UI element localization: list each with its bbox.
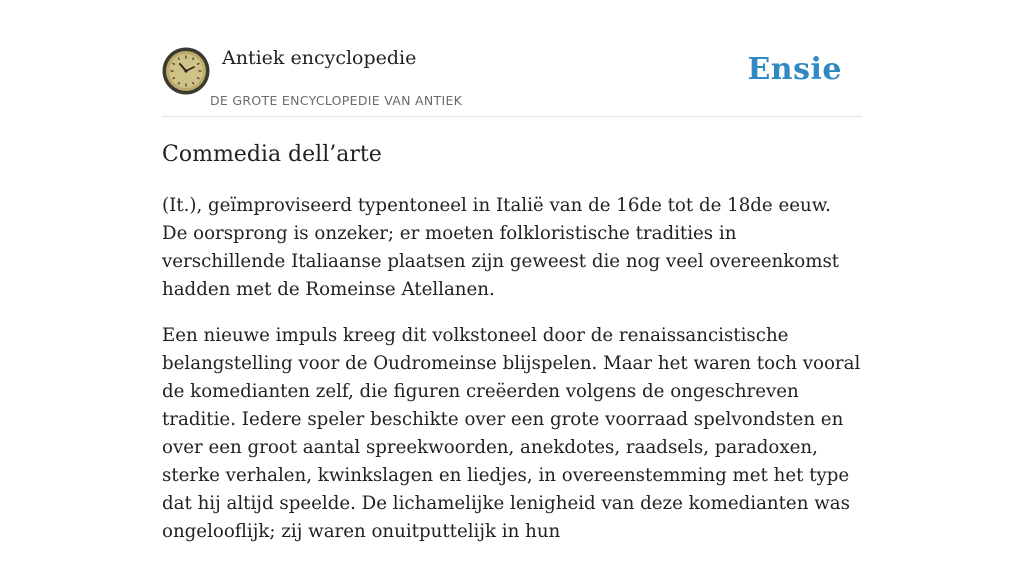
article-paragraph: (It.), geïmproviseerd typentoneel in Italië van de 16de tot de 18de eeuw. De oorsprong is onzeker; er moeten folkloristische tradities in verschillende Italiaanse plaatsen zijn geweest die nog veel overeenkomst hadden met de Romeinse Atellanen.: [162, 195, 840, 300]
brand-logo-text[interactable]: Ensie: [747, 52, 842, 87]
clock-icon[interactable]: [162, 47, 210, 95]
site-subtitle: DE GROTE ENCYCLOPEDIE VAN ANTIEK: [210, 93, 463, 108]
site-header: [162, 46, 862, 117]
article-title: Commedia dell’arte: [162, 142, 382, 167]
article-paragraph: Een nieuwe impuls kreeg dit volkstoneel door de renaissancistische belangstelling voor de Oudromeinse blijspelen. Maar het waren toch vooral de komedianten zelf, die figuren creëerden volgens de ongeschreven traditie. Iedere speler beschikte over een grote voorraad spelvondsten en over een groot aantal spreekwoorden, anekdotes, raadsels, paradoxen, sterke verhalen, kwinkslagen en liedjes, in overeenstemming met het type dat hij altijd speelde. De lichamelijke lenigheid van deze komedianten was ongelooflijk; zij waren onuitputtelijk in hun: [162, 325, 861, 542]
site-title[interactable]: Antiek encyclopedie: [222, 47, 417, 69]
article-body: [162, 192, 862, 564]
